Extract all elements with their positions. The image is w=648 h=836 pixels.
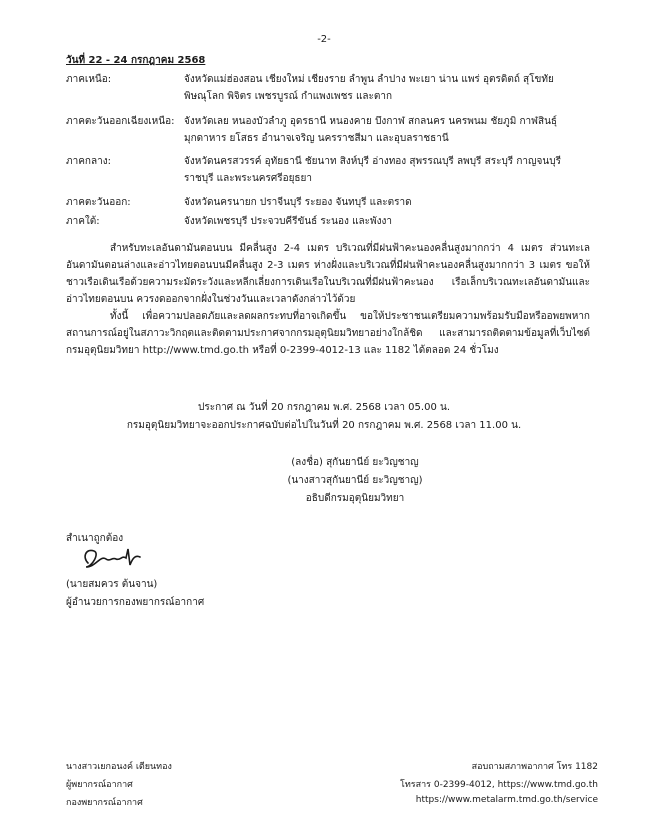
region-provinces: จังหวัดนครนายก ปราจีนบุรี ระยอง จันทบุรี และตราด (184, 197, 412, 208)
region-provinces: จังหวัดนครสวรรค์ อุทัยธานี ชัยนาท สิงห์บุรี อ่างทอง สุพรรณบุรี ลพบุรี สระบุรี กาญจนบุรี ราชบุรี และพระนครศรีอยุธยา (184, 156, 561, 184)
region-name: ภาคตะวันออก: (66, 197, 131, 208)
footer-division: กองพยากรณ์อากาศ (66, 798, 143, 808)
certified-copy-label: สำเนาถูกต้อง (66, 533, 124, 544)
footer-metalarm-url: https://www.metalarm.tmd.go.th/service (415, 795, 598, 805)
handwritten-signature (78, 543, 142, 573)
safety-advice-paragraph: ทั้งนี้ เพื่อความปลอดภัยและลดผลกระทบที่อาจเกิดขึ้น ขอให้ประชาชนเตรียมความพร้อมรับมือหรืออพยพหากสถานการณ์อยู่ในสภาวะวิกฤตและติดตามประกาศจากกรมอุตุนิยมวิทยาอย่างใกล้ชิด และสามารถติดตามข้อมูลที่เว็บไซต์กรมอุตุนิยมวิทยา http://www.tmd.go.th หรือที่ 0-2399-4012-13 และ 1182 ได้ตลอด 24 ชั่วโมง (66, 311, 590, 356)
date-heading: วันที่ 22 - 24 กรกฎาคม 2568 (66, 55, 206, 66)
footer-fax-website: โทรสาร 0-2399-4012, https://www.tmd.go.th (400, 780, 598, 790)
next-announcement: กรมอุตุนิยมวิทยาจะออกประกาศฉบับต่อไปในวันที่ 20 กรกฎาคม พ.ศ. 2568 เวลา 11.00 น. (126, 420, 522, 431)
certifier-position: ผู้อำนวยการกองพยากรณ์อากาศ (66, 597, 205, 608)
certifier-name: (นายสมควร ต้นจาน) (66, 579, 158, 590)
region-provinces: จังหวัดเพชรบุรี ประจวบคีรีขันธ์ ระนอง และพังงา (184, 216, 392, 227)
region-name: ภาคใต้: (66, 216, 100, 227)
region-name: ภาคกลาง: (66, 156, 111, 167)
signed-by: (ลงชื่อ) สุกันยานีย์ ยะวิญชาญ (291, 457, 419, 468)
signatory-name: (นางสาวสุกันยานีย์ ยะวิญชาญ) (287, 475, 423, 486)
footer-forecaster-name: นางสาวเยกอนงค์ เตียนทอง (66, 762, 172, 772)
marine-warning-paragraph: สำหรับทะเลอันดามันตอนบน มีคลื่นสูง 2-4 เมตร บริเวณที่มีฝนฟ้าคะนองคลื่นสูงมากกว่า 4 เมตร ส่วนทะเลอันดามันตอนล่างและอ่าวไทยตอนบนมีคลื่นสูง 2-3 เมตร ห่างฝั่งและบริเวณที่มีฝนฟ้าคะนองคลื่นสูงมากกว่า 3 เมตร ขอให้ชาวเรือเดินเรือด้วยความระมัดระวังและหลีกเลี่ยงการเดินเรือในบริเวณที่มีฝนฟ้าคะนอง เรือเล็กบริเวณทะเลอันดามันและอ่าวไทยตอนบน ควรงดออกจากฝั่งในช่วงวันและเวลาดังกล่าวไว้ด้วย (66, 243, 590, 305)
region-name: ภาคตะวันออกเฉียงเหนือ: (66, 116, 175, 127)
page-number: -2- (317, 34, 331, 45)
footer-forecaster-title: ผู้พยากรณ์อากาศ (66, 780, 133, 790)
signatory-position: อธิบดีกรมอุตุนิยมวิทยา (305, 493, 405, 504)
region-provinces: จังหวัดแม่ฮ่องสอน เชียงใหม่ เชียงราย ลำพูน ลำปาง พะเยา น่าน แพร่ อุตรดิตถ์ สุโขทัย พิษณุโลก พิจิตร เพชรบูรณ์ กำแพงเพชร และตาก (184, 74, 554, 102)
footer-hotline: สอบถามสภาพอากาศ โทร 1182 (471, 762, 598, 772)
region-provinces: จังหวัดเลย หนองบัวลำภู อุดรธานี หนองคาย บึงกาฬ สกลนคร นครพนม ชัยภูมิ กาฬสินธุ์ มุกดาหาร ยโสธร อำนาจเจริญ นครราชสีมา และอุบลราชธานี (184, 116, 558, 144)
region-name: ภาคเหนือ: (66, 74, 112, 85)
issued-time: ประกาศ ณ วันที่ 20 กรกฎาคม พ.ศ. 2568 เวลา 05.00 น. (197, 402, 451, 413)
